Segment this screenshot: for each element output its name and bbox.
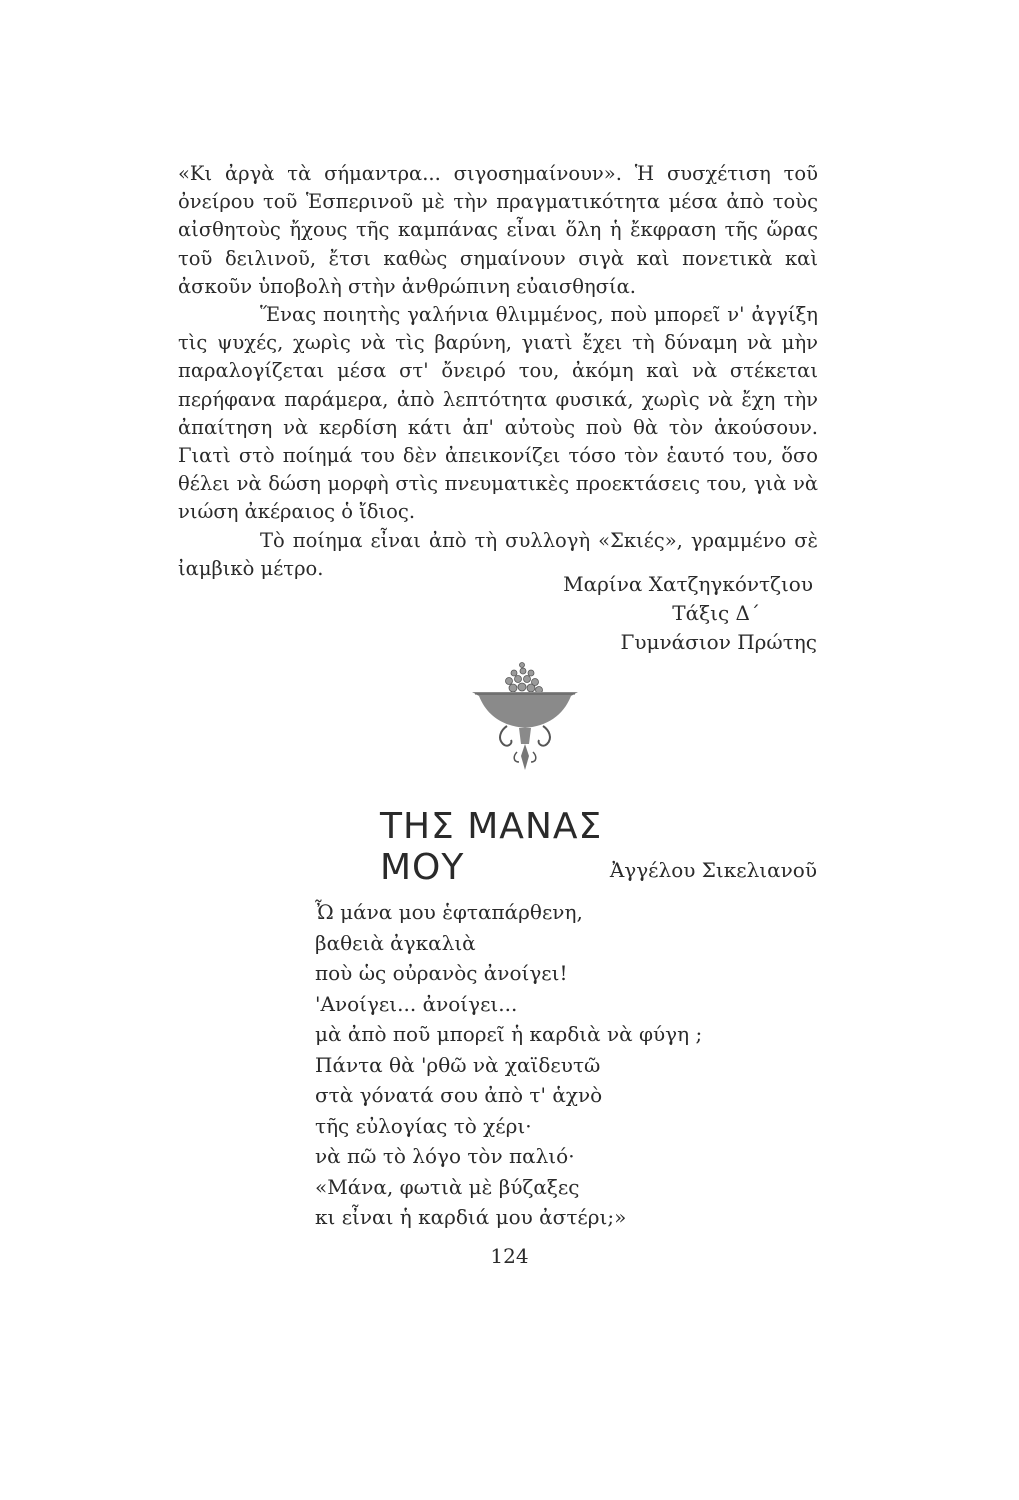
poem-line: ποὺ ὡς οὐρανὸς ἀνοίγει! xyxy=(315,961,568,985)
page-number: 124 xyxy=(490,1244,529,1268)
intro-paragraph-1: «Κι ἀργὰ τὰ σήμαντρα... σιγοσημαίνουν». Ἡ συσχέτιση τοῦ ὀνείρου τοῦ Ἑσπερινοῦ μὲ τὴν πραγματικότητα μέσα ἀπὸ τοὺς αἰσθητοὺς ἤχους τῆς καμπάνας εἶναι ὅλη ἡ ἔκφραση τῆς ὥρας τοῦ δειλινοῦ, ἔτσι καθὼς σημαίνουν σιγὰ καὶ πονετικὰ καὶ ἀσκοῦν ὑποβολὴ στὴν ἀνθρώπινη εὐαισθησία. xyxy=(178,162,818,298)
poem-line: «Μάνα, φωτιὰ μὲ βύζαξες xyxy=(315,1174,580,1199)
signature-school: Γυμνάσιον Πρώτης xyxy=(620,630,817,654)
intro-paragraph-2: Ἕνας ποιητὴς γαλήνια θλιμμένος, ποὺ μπορεῖ ν' ἀγγίξη τὶς ψυχές, χωρὶς νὰ τὶς βαρύνη, γιατὶ ἔχει τὴ δύναμη νὰ μὴν παραλογίζεται μέσα στ' ὄνειρό του, ἀκόμη καὶ νὰ στέκεται περήφανα παράμερα, ἀπὸ λεπτότητα φυσικά, χωρὶς νὰ ἔχη τὴν ἀπαίτηση νὰ κερδίση κάτι ἀπ' αὐτοὺς ποὺ θὰ τὸν ἀκούσουν. Γιατὶ στὸ ποίημά του δὲν ἀπεικονίζει τόσο τὸν ἑαυτό του, ὅσο θέλει νὰ δώση μορφὴ στὶς πνευματικὲς προεκτάσεις του, γιὰ νὰ νιώση ἀκέραιος ὁ ἴδιος. xyxy=(178,303,818,524)
poem-title: ΤΗΣ ΜΑΝΑΣ ΜΟΥ xyxy=(380,806,603,888)
poem-line: Ὦ μάνα μου ἑφταπάρθενη, xyxy=(315,900,583,924)
poem-line: νὰ πῶ τὸ λόγο τὸν παλιό· xyxy=(315,1144,575,1168)
intro-paragraph-3: Τὸ ποίημα εἶναι ἀπὸ τὴ συλλογὴ «Σκιές», γραμμένο σὲ ἰαμβικὸ μέτρο. xyxy=(178,528,818,580)
poem-verses xyxy=(315,897,702,1233)
fruit-bowl-ornament-icon xyxy=(467,660,583,780)
poem-line: 'Ανοίγει... ἀνοίγει... xyxy=(315,991,518,1016)
signature-class: Τάξις Δ΄ xyxy=(672,601,760,625)
poem-line: Πάντα θὰ 'ρθῶ νὰ χαϊδευτῶ xyxy=(315,1052,601,1077)
intro-commentary xyxy=(178,160,818,583)
poem-line: στὰ γόνατά σου ἀπὸ τ' ἁχνὸ xyxy=(315,1083,603,1107)
poem-line: μὰ ἀπὸ ποῦ μπορεῖ ἡ καρδιὰ νὰ φύγη ; xyxy=(315,1022,703,1046)
poem-line: βαθειὰ ἀγκαλιὰ xyxy=(315,930,476,955)
signature-name: Μαρίνα Χατζηγκόντζιου xyxy=(563,572,813,596)
poem-line: κι εἶναι ἡ καρδιά μου ἀστέρι;» xyxy=(315,1205,627,1229)
poem-author: Ἀγγέλου Σικελιανοῦ xyxy=(609,858,817,882)
signature-block xyxy=(563,570,817,657)
poem-line: τῆς εὐλογίας τὸ χέρι· xyxy=(315,1113,532,1138)
